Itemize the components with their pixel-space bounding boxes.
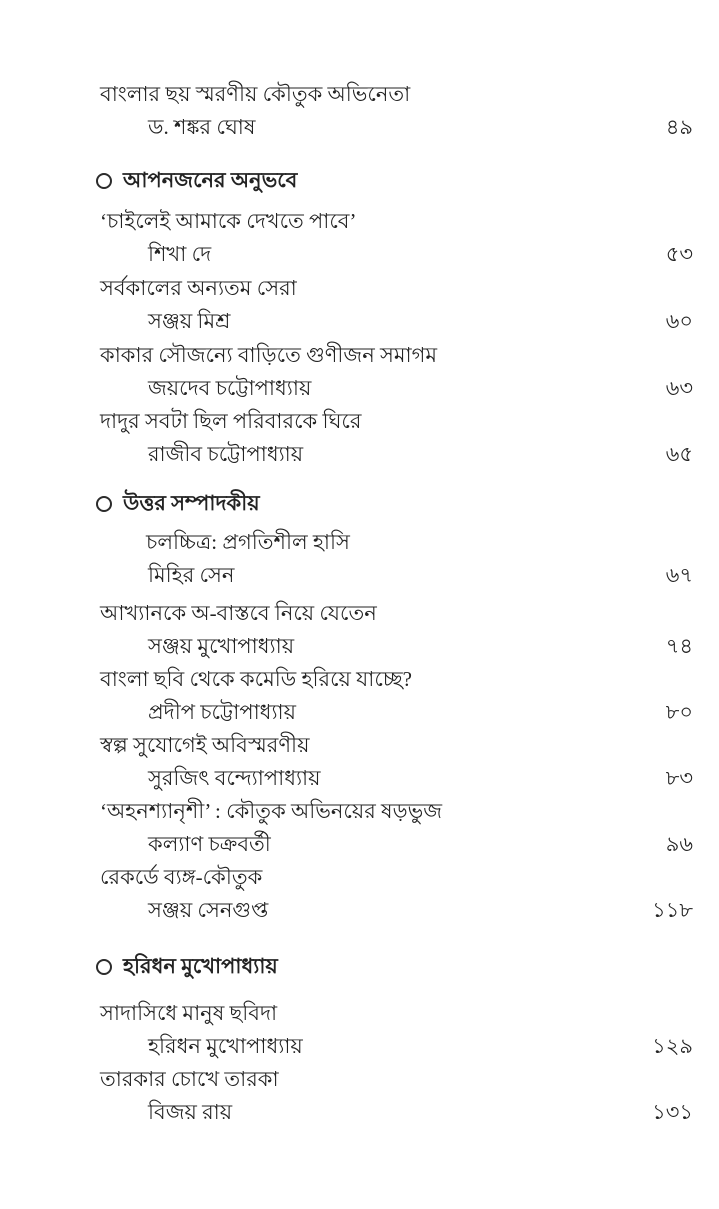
circle-bullet-icon <box>96 959 112 975</box>
toc-entry-page-number: ১৩১ <box>652 1100 693 1124</box>
toc-entry-author: হরিধন মুখোপাধ্যায় <box>148 1034 303 1058</box>
toc-entry-author: বিজয় রায় <box>148 1100 233 1124</box>
toc-entry <box>0 997 719 1063</box>
toc-entry-author: সুরজিৎ বন্দ্যোপাধ্যায় <box>148 766 321 790</box>
toc-entry-title: চলচ্চিত্র: প্রগতিশীল হাসি <box>146 530 350 554</box>
section-header-label: হরিধন মুখোপাধ্যায় <box>123 954 278 978</box>
toc-entry-title: আখ্যানকে অ-বাস্তবে নিয়ে যেতেন <box>100 601 377 625</box>
toc-entry-author-row <box>0 438 719 471</box>
toc-entry-title: স্বল্প সুযোগেই অবিস্মরণীয় <box>100 733 310 757</box>
toc-entry-author-row <box>0 894 719 927</box>
toc-entry-title: বাংলার ছয় স্মরণীয় কৌতুক অভিনেতা <box>100 82 411 106</box>
toc-entry-page-number: ৭৪ <box>665 634 693 658</box>
toc-entry-title: রেকর্ডে ব্যঙ্গ-কৌতুক <box>100 865 263 889</box>
toc-entry <box>0 339 719 405</box>
toc-entry-title: ‘চাইলেই আমাকে দেখতে পাবে’ <box>100 209 357 233</box>
toc-entry-author-row <box>0 630 719 663</box>
section-header-label: আপনজনের অনুভবে <box>123 168 298 192</box>
section-header-label: উত্তর সম্পাদকীয় <box>123 491 260 515</box>
toc-entry-page-number: ৪৯ <box>665 115 693 139</box>
toc-entry <box>0 861 719 927</box>
section-header <box>0 487 719 520</box>
toc-entry-page-number: ৯৬ <box>665 832 693 856</box>
toc-entry-author: সঞ্জয় সেনগুপ্ত <box>148 898 269 922</box>
toc-entry <box>0 795 719 861</box>
toc-entry <box>0 272 719 338</box>
toc-entry <box>0 1063 719 1129</box>
toc-entry <box>0 78 719 144</box>
toc-entry <box>0 597 719 663</box>
toc-entry <box>0 405 719 471</box>
toc-entry-title: বাংলা ছবি থেকে কমেডি হরিয়ে যাচ্ছে? <box>100 667 412 691</box>
toc-entry-title: সর্বকালের অন্যতম সেরা <box>100 276 297 300</box>
toc-entry-title: সাদাসিধে মানুষ ছবিদা <box>100 1001 278 1025</box>
toc-entry-author-row <box>0 305 719 338</box>
toc-entry-author: প্রদীপ চট্টোপাধ্যায় <box>148 700 296 724</box>
toc-entry-author-row <box>0 1096 719 1129</box>
toc-entry-page-number: ৬০ <box>665 309 693 333</box>
toc-entry-author: ড. শঙ্কর ঘোষ <box>148 115 256 139</box>
toc-entry-author-row <box>0 1030 719 1063</box>
toc-entry-title: দাদুর সবটা ছিল পরিবারকে ঘিরে <box>100 409 362 433</box>
toc-entry-page-number: ১২৯ <box>652 1034 693 1058</box>
section-header <box>0 950 719 983</box>
toc-entry-author-row <box>0 238 719 271</box>
section-header <box>0 164 719 197</box>
toc-entry-page-number: ৬৭ <box>665 563 693 587</box>
toc-entry-title: কাকার সৌজন্যে বাড়িতে গুণীজন সমাগম <box>100 343 438 367</box>
toc-entry-page-number: ৮৩ <box>665 766 693 790</box>
toc-entry-author: জয়দেব চট্টোপাধ্যায় <box>148 376 312 400</box>
toc-entry-page-number: ৬৫ <box>665 442 693 466</box>
toc-entry <box>0 729 719 795</box>
toc-entry-author: কল্যাণ চক্রবর্তী <box>148 832 271 856</box>
toc-entry-title: ‘অহনশ্যানৃশী’ : কৌতুক অভিনয়ের ষড়ভুজ <box>100 799 443 823</box>
toc-entry <box>0 526 719 592</box>
toc-entry-author: শিখা দে <box>148 242 212 266</box>
toc-entry-author: রাজীব চট্টোপাধ্যায় <box>148 442 304 466</box>
toc-entry-author: সঞ্জয় মুখোপাধ্যায় <box>148 634 295 658</box>
toc-entry-page-number: ৫৩ <box>665 242 693 266</box>
toc-entry-author-row <box>0 696 719 729</box>
circle-bullet-icon <box>96 173 112 189</box>
toc-entry-author-row <box>0 828 719 861</box>
toc-entry <box>0 663 719 729</box>
toc-entry-author-row <box>0 559 719 592</box>
toc-entry-author-row <box>0 762 719 795</box>
toc-entry-page-number: ৬৩ <box>665 376 693 400</box>
toc-entry-author: মিহির সেন <box>148 563 235 587</box>
toc-entry-author-row <box>0 372 719 405</box>
circle-bullet-icon <box>96 496 112 512</box>
toc-entry <box>0 205 719 271</box>
toc-entry-title: তারকার চোখে তারকা <box>100 1067 279 1091</box>
toc-entry-author: সঞ্জয় মিশ্র <box>148 309 231 333</box>
toc-entry-author-row <box>0 111 719 144</box>
toc-entry-page-number: ৮০ <box>665 700 693 724</box>
toc-entry-page-number: ১১৮ <box>652 898 693 922</box>
